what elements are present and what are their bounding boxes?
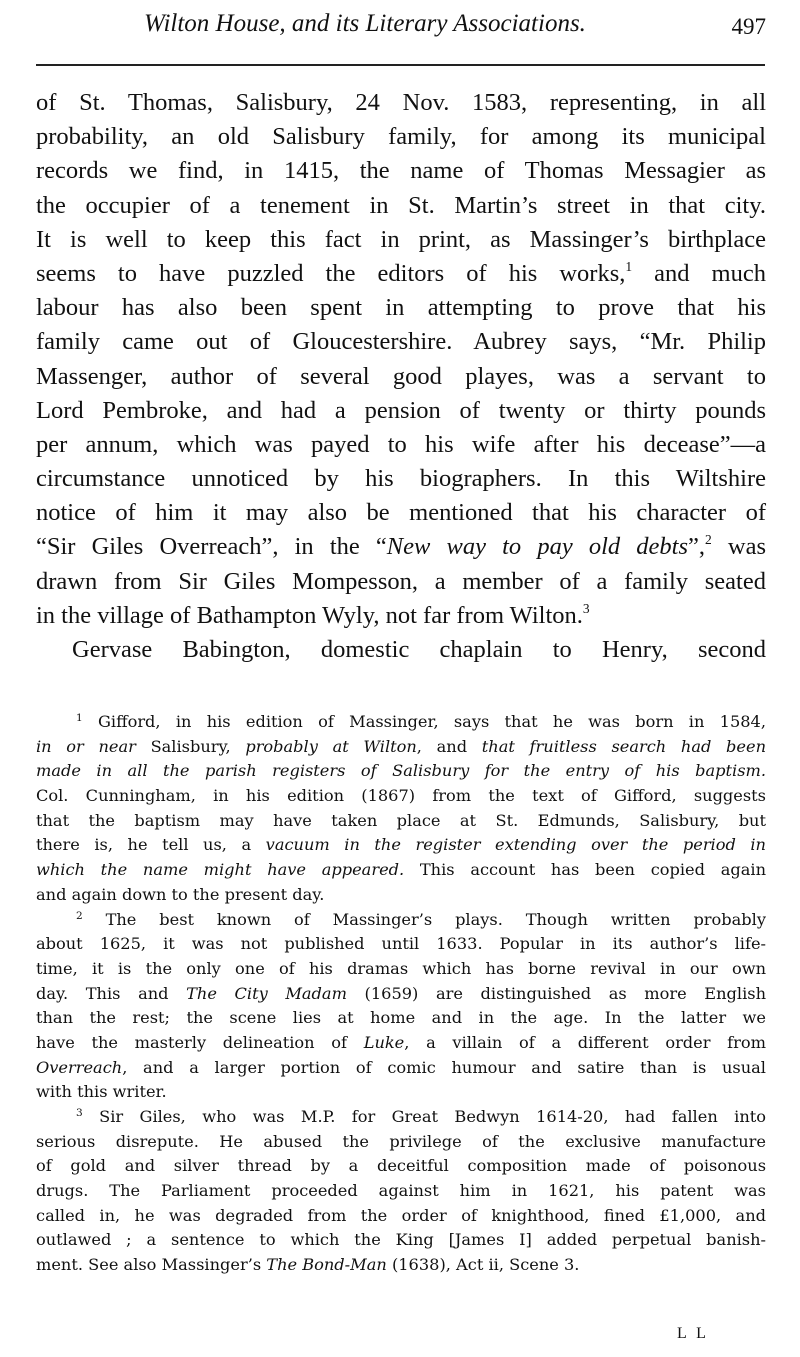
text-line: “Sir Giles Overreach”, in the “New way to pay old debts”,$^2$ was [36, 532, 766, 561]
footnote-line: about 1625, it was not published until 1633. Popular in its author’s life- [36, 934, 766, 954]
footnote-ref-2: 2 [705, 532, 712, 548]
text-line: probability, an old Salisbury family, for among its municipal [36, 123, 766, 151]
text-line: labour has also been spent in attempting to prove that his [36, 294, 766, 322]
text-line: It is well to keep this fact in print, as Massinger’s birthplace [36, 225, 766, 253]
footnotes [36, 710, 766, 1278]
footnote-line: than the rest; the scene lies at home and in the age. In the latter we [36, 1008, 766, 1028]
running-header [36, 10, 766, 46]
header-rule [36, 64, 765, 66]
footnote-line: that the baptism may have taken place at St. Edmunds, Salisbury, but [36, 810, 766, 830]
footnote-line: serious disrepute. He abused the privilege of the exclusive manufacture [36, 1131, 766, 1151]
footnote-line: of gold and silver thread by a deceitful composition made of poisonous [36, 1156, 766, 1176]
footnote-line: time, it is the only one of his dramas which has borne revival in our own [36, 958, 766, 978]
signature-mark: L L [677, 1325, 709, 1342]
text-line: notice of him it may also be mentioned that his character of [36, 499, 766, 527]
text-line: circumstance unnoticed by his biographers. In this Wiltshire [36, 465, 766, 493]
text-line: in the village of Bathampton Wyly, not far from Wilton.$^3$ [36, 600, 590, 629]
footnote-line: in or near Salisbury, probably at Wilton, and that fruitless search had been [36, 736, 766, 756]
running-title: Wilton House, and its Literary Associations. [144, 10, 586, 37]
text-line: drawn from Sir Giles Mompesson, a member of a family seated [36, 567, 766, 595]
footnote-1: $^1$ Gifford, in his edition of Massinger, says that he was born in 1584, [76, 712, 766, 731]
footnote-line: drugs. The Parliament proceeded against him in 1621, his patent was [36, 1181, 766, 1201]
footnote-ref-3: 3 [582, 600, 590, 616]
footnote-line: there is, he tell us, a vacuum in the register extending over the period in [36, 835, 766, 855]
play-title: New way to pay old debts [386, 533, 689, 561]
footnote-line: ment. See also Massinger’s The Bond-Man (1638), Act ii, Scene 3. [36, 1255, 580, 1275]
footnote-ref-1: 1 [625, 258, 633, 274]
main-text [36, 86, 766, 667]
footnote-line: day. This and The City Madam (1659) are distinguished as more English [36, 983, 766, 1003]
footnote-line: Col. Cunningham, in his edition (1867) from the text of Gifford, suggests [36, 786, 766, 806]
footnote-line: made in all the parish registers of Salisbury for the entry of his baptism. [36, 761, 766, 781]
footnote-2: $^2$ The best known of Massinger’s plays. Though written probably [76, 909, 766, 929]
footnote-line: with this writer. [36, 1082, 167, 1102]
text-line: Gervase Babington, domestic chaplain to Henry, second [72, 636, 766, 663]
text-line: per annum, which was payed to his wife after his decease”—a [36, 430, 766, 458]
text-line: records we find, in 1415, the name of Thomas Messagier as [36, 157, 766, 185]
footnote-line: and again down to the present day. [36, 884, 325, 904]
text-line: the occupier of a tenement in St. Martin’s street in that city. [36, 191, 766, 219]
footnote-line: called in, he was degraded from the order of knighthood, fined £1,000, and [36, 1205, 766, 1225]
page-number: 497 [731, 14, 766, 39]
text-line: Lord Pembroke, and had a pension of twenty or thirty pounds [36, 396, 766, 424]
text-line: seems to have puzzled the editors of his works,$^1$ and much [36, 258, 766, 287]
footnote-line: outlawed ; a sentence to which the King [James I] added perpetual banish- [36, 1230, 766, 1250]
text-line: family came out of Gloucestershire. Aubrey says, “Mr. Philip [36, 328, 766, 356]
footnote-3: $^3$ Sir Giles, who was M.P. for Great Bedwyn 1614-20, had fallen into [76, 1107, 766, 1126]
text-line: of St. Thomas, Salisbury, 24 Nov. 1583, representing, in all [36, 89, 766, 116]
text-line: Massenger, author of several good playes, was a servant to [36, 362, 766, 390]
footnote-line: have the masterly delineation of Luke, a villain of a different order from [36, 1032, 766, 1052]
footnote-line: which the name might have appeared. This account has been copied again [36, 860, 766, 880]
footnote-line: Overreach, and a larger portion of comic humour and satire than is usual [36, 1057, 766, 1077]
